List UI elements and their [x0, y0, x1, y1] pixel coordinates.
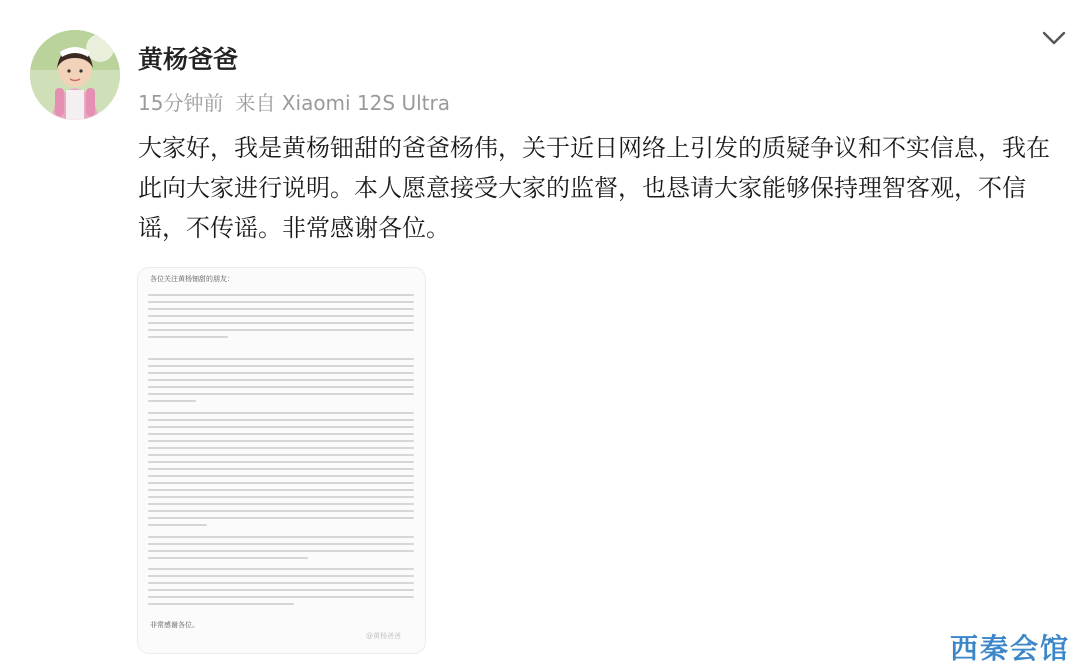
- site-watermark: 西秦会馆: [950, 632, 1071, 665]
- post-meta: [138, 87, 450, 116]
- statement-paragraph: [148, 412, 414, 531]
- statement-paragraph: [148, 294, 414, 343]
- image-watermark: @黄杨爸爸: [366, 632, 401, 640]
- avatar-photo: [30, 30, 120, 120]
- statement-paragraph: [148, 536, 414, 564]
- statement-greeting: 各位关注黄杨钿甜的朋友：: [150, 275, 234, 283]
- user-avatar[interactable]: [30, 30, 120, 120]
- statement-paragraph: [148, 568, 414, 610]
- username[interactable]: 黄杨爸爸: [138, 45, 239, 74]
- post-text: 大家好，我是黄杨钿甜的爸爸杨伟，关于近日网络上引发的质疑争议和不实信息，我在此向大家进行说明。本人愿意接受大家的监督，也恳请大家能够保持理智客观，不信谣，不传谣。非常感谢各位。: [138, 134, 1050, 242]
- chevron-down-icon[interactable]: [1041, 28, 1067, 48]
- statement-closing: 非常感谢各位。: [150, 621, 199, 629]
- post-source: 来自 Xiaomi 12S Ultra: [235, 91, 450, 115]
- post-time: 15分钟前: [138, 91, 224, 115]
- statement-paragraph: [148, 358, 414, 407]
- attached-statement-image[interactable]: [137, 267, 426, 654]
